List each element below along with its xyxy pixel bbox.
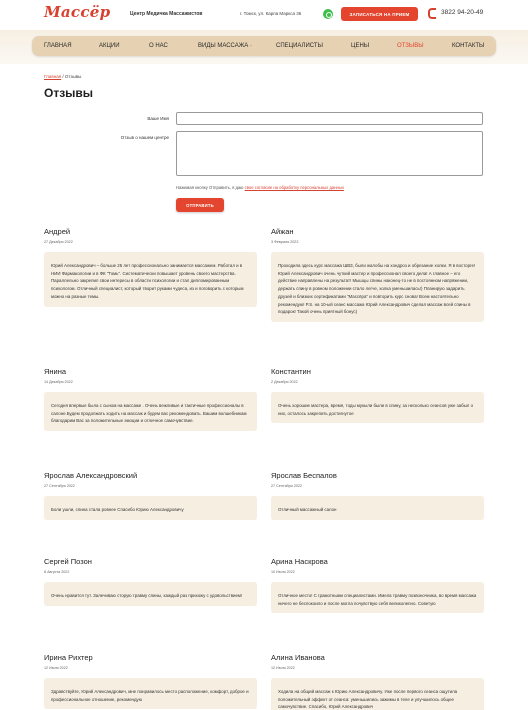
top-header xyxy=(0,0,528,30)
breadcrumb-separator: / xyxy=(61,74,65,79)
review-author: Ярослав Александровский xyxy=(44,471,138,480)
review-author: Арина Наскрова xyxy=(271,557,328,566)
consent-text: Нажимая кнопку Отправить, я даю xyxy=(176,185,244,190)
review-date: 12 Июля 2022 xyxy=(44,666,68,670)
nav-item-about[interactable]: О НАС xyxy=(149,43,168,49)
nav-item-reviews[interactable]: ОТЗЫВЫ xyxy=(397,43,424,49)
review-card xyxy=(44,227,257,307)
review-text: Юрий Александрович – больше 25 лет профессионально занимается массажем. Работал и в НИИ Фармакологии и в ФК "Томь". Систематически повышает уровень своего мастерства. Параллельно закрепил свои интересы в области психологии и стал дипломированным психологом. Отличный специалист, который творит руками чудеса, из и поговорить с которым можно на разные темы. xyxy=(44,252,257,307)
nav-bar-wrapper xyxy=(0,30,528,64)
review-label: Отзыв о нашем центре xyxy=(120,135,169,140)
review-date: 27 Сентября 2022 xyxy=(44,484,75,488)
submit-button[interactable]: ОТПРАВИТЬ xyxy=(176,198,224,212)
review-date: 8 Августа 2022 xyxy=(44,570,70,574)
review-author: Андрей xyxy=(44,227,71,236)
review-date: 27 Декабря 2022 xyxy=(44,240,73,244)
review-date: 10 Июля 2022 xyxy=(271,570,295,574)
signup-button[interactable]: ЗАПИСАТЬСЯ НА ПРИЕМ xyxy=(341,7,418,21)
review-date: 14 Декабря 2022 xyxy=(44,380,73,384)
main-nav xyxy=(32,36,496,56)
review-card xyxy=(44,557,257,606)
review-card xyxy=(44,653,257,709)
breadcrumb xyxy=(44,74,81,79)
review-text: Сегодня впервые была с сыном на массаже . Очень вежливые и тактичные профессионалы в салоне.Будем продолжать ходить на массаж и будем вас рекомендовать. Вашим волшебникам благодарим Вас за положительные эмоции и отличное самочувствие. xyxy=(44,392,257,431)
review-author: Ирина Рихтер xyxy=(44,653,93,662)
nav-item-promotions[interactable]: АКЦИИ xyxy=(99,43,120,49)
consent-note xyxy=(176,185,344,190)
whatsapp-icon[interactable] xyxy=(323,9,333,19)
review-text: Здравствуйте, Юрий Александрович, мне понравилось место расположение, комфорт, доброе и профессиональное отношение, рекомендую xyxy=(44,678,257,709)
logo[interactable]: Массёр xyxy=(44,3,111,21)
review-card xyxy=(271,653,484,710)
review-card xyxy=(44,367,257,431)
name-label: Ваше Имя xyxy=(147,116,169,121)
review-card xyxy=(44,471,257,520)
review-author: Айжан xyxy=(271,227,294,236)
review-author: Алина Иванова xyxy=(271,653,325,662)
phone-icon xyxy=(428,8,436,19)
review-date: 12 Июля 2022 xyxy=(271,666,295,670)
nav-item-prices[interactable]: ЦЕНЫ xyxy=(351,43,370,49)
review-text: Проходила здесь курс массажа ШВЗ, были жалобы на хондроз и обрезание холки. Я в восторге! Юрий Александрович очень чуткий мастер и профессионал своего дела! А главное – его действие направлены на результат! Мышцы спины наконец-то не в постоянном напряжении, держать спину в ровном положении стало легче, холка уменьшилась!) Планирую задарить друзей и близких сертификатами "Массёра" и повторить курс снова! Всем настоятельно рекомендую! P.S. на 10-ый сеанс массажа Юрий Александрович сделал массаж всей спины в подарок! Такой очень приятный бонус) xyxy=(271,252,484,322)
nav-item-home[interactable]: ГЛАВНАЯ xyxy=(44,43,72,49)
phone-number[interactable]: 3822 94-20-49 xyxy=(441,9,484,16)
review-date: 2 Декабря 2022 xyxy=(271,380,298,384)
review-card xyxy=(271,367,484,423)
review-text: Очень нравится тут. Залечиваю сторую травму спины, каждый раз прихожу с удовольствием! xyxy=(44,582,257,606)
page-title: Отзывы xyxy=(44,86,94,100)
review-date: 27 Сентября 2022 xyxy=(271,484,302,488)
review-text: Отличный массажный салон xyxy=(271,496,484,520)
consent-link[interactable]: свое согласие на обработку персональных данных xyxy=(244,185,344,190)
breadcrumb-home[interactable]: Главная xyxy=(44,74,62,79)
name-input[interactable] xyxy=(176,112,483,125)
review-author: Константин xyxy=(271,367,311,376)
review-card xyxy=(271,471,484,520)
nav-item-contacts[interactable]: КОНТАКТЫ xyxy=(452,43,485,49)
review-textarea[interactable] xyxy=(176,131,483,176)
review-card xyxy=(271,227,484,322)
breadcrumb-current: Отзывы xyxy=(64,74,82,79)
address: г. Томск, ул. Карла Маркса 36 xyxy=(240,11,302,16)
review-author: Янина xyxy=(44,367,67,376)
review-author: Ярослав Беспалов xyxy=(271,471,337,480)
review-text: Отличное место! С грамотными специалистами. Имела травму позвоночника, во время массажа ничего не беспокоило и после могла почувствую себя великолепно. Советую xyxy=(271,582,484,613)
center-subtitle: Центр Медичка Массажистов xyxy=(130,11,203,17)
nav-item-specialists[interactable]: СПЕЦИАЛИСТЫ xyxy=(276,43,323,49)
review-author: Сергей Позон xyxy=(44,557,92,566)
review-card xyxy=(271,557,484,613)
nav-item-massage-types[interactable]: ВИДЫ МАССАЖА · xyxy=(198,43,252,49)
review-text: Боли ушли, спина стала ровнее Спасибо Юрию Александровичу xyxy=(44,496,257,520)
review-date: 3 Февраля 2023 xyxy=(271,240,299,244)
review-text: Ходила на общий массаж к Юрию Александровичу. Уже после первого сеанса ощутила положительный эффект от сеанса: уменьшились зажимы в теле и улучшилось общее самочувствие. Спасибо, Юрий Александрович xyxy=(271,678,484,710)
review-text: Очень хорошие мастера, время, тоды мукыли были в спину, за несколько сеансов уже забыл о них, осталось закрепить достигнутое xyxy=(271,392,484,423)
